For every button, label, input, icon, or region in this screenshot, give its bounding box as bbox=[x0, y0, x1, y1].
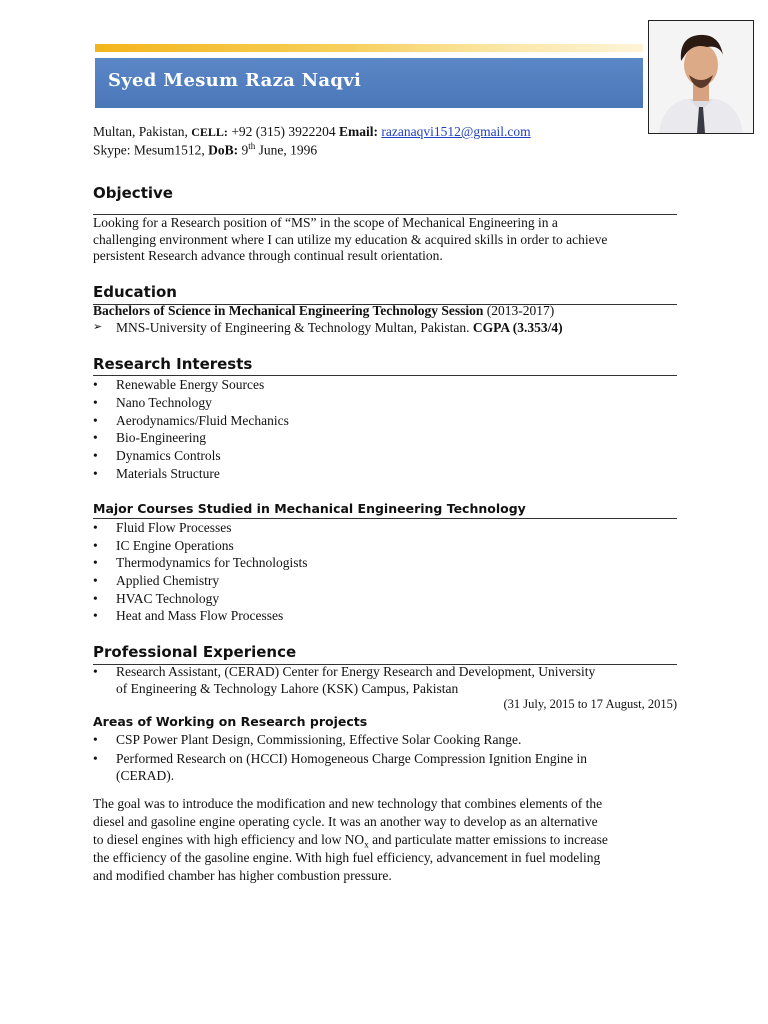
nox-subscript: x bbox=[364, 839, 369, 850]
skype-text: Skype: Mesum1512, bbox=[93, 142, 209, 158]
email-label: Email: bbox=[339, 124, 379, 139]
area-item: CSP Power Plant Design, Commissioning, Effective Solar Cooking Range. bbox=[116, 732, 522, 747]
education-bullet-icon: ➢ bbox=[93, 320, 103, 333]
bullet-icon: • bbox=[93, 608, 98, 623]
research-interest-item: Renewable Energy Sources bbox=[116, 377, 265, 392]
candidate-name: Syed Mesum Raza Naqvi bbox=[108, 70, 362, 91]
experience-heading: Professional Experience bbox=[93, 643, 297, 661]
research-interest-item: Aerodynamics/Fluid Mechanics bbox=[116, 413, 289, 428]
bullet-icon: • bbox=[93, 664, 98, 679]
bullet-icon: • bbox=[93, 538, 98, 553]
research-interests-heading: Research Interests bbox=[93, 355, 253, 373]
cgpa-text: CGPA (3.353/4) bbox=[472, 320, 563, 335]
bullet-icon: • bbox=[93, 573, 98, 588]
location-text: Multan, Pakistan, bbox=[93, 124, 192, 139]
cell-label: CELL: bbox=[191, 125, 228, 139]
bullet-icon: • bbox=[93, 732, 98, 747]
email-link[interactable]: razanaqvi1512@gmail.com bbox=[381, 124, 531, 139]
degree-line bbox=[93, 303, 554, 319]
cell-value: +92 (315) 3922204 bbox=[227, 124, 340, 139]
bullet-icon: • bbox=[93, 413, 98, 428]
bullet-icon: • bbox=[93, 466, 98, 481]
course-item: Heat and Mass Flow Processes bbox=[116, 608, 284, 623]
dob-day: 9 bbox=[238, 142, 249, 158]
header-gold-bar bbox=[95, 44, 643, 52]
research-interest-item: Bio-Engineering bbox=[116, 430, 206, 445]
bullet-icon: • bbox=[93, 520, 98, 535]
objective-heading: Objective bbox=[93, 184, 173, 202]
position-dates: (31 July, 2015 to 17 August, 2015) bbox=[503, 697, 677, 711]
goal-paragraph-line-2: diesel and gasoline engine operating cycle. It was an another way to develop as an alternative bbox=[93, 814, 598, 829]
course-item: Applied Chemistry bbox=[116, 573, 220, 588]
goal-paragraph-line-3 bbox=[93, 832, 608, 850]
research-interests-rule bbox=[93, 375, 677, 376]
profile-photo bbox=[648, 20, 754, 134]
courses-rule bbox=[93, 518, 677, 519]
areas-heading: Areas of Working on Research projects bbox=[93, 714, 368, 729]
goal-paragraph-line-1: The goal was to introduce the modification and new technology that combines elements of the bbox=[93, 796, 603, 811]
education-heading: Education bbox=[93, 283, 177, 301]
dob-superscript: th bbox=[248, 141, 256, 151]
contact-line-1 bbox=[93, 124, 531, 140]
course-item: Fluid Flow Processes bbox=[116, 520, 232, 535]
goal-paragraph-line-4: the efficiency of the gasoline engine. With high fuel efficiency, advancement in fuel modeling bbox=[93, 850, 601, 865]
bullet-icon: • bbox=[93, 751, 98, 766]
degree-title: Bachelors of Science in Mechanical Engineering Technology Session bbox=[93, 303, 484, 318]
goal-paragraph-line-3b: and particulate matter emissions to increase bbox=[368, 832, 608, 847]
course-item: HVAC Technology bbox=[116, 591, 220, 606]
goal-paragraph-line-3a: to diesel engines with high efficiency and low NO bbox=[93, 832, 365, 847]
bullet-icon: • bbox=[93, 377, 98, 392]
research-interest-item: Dynamics Controls bbox=[116, 448, 221, 463]
degree-session: (2013-2017) bbox=[483, 303, 555, 318]
courses-heading: Major Courses Studied in Mechanical Engineering Technology bbox=[93, 501, 526, 516]
bullet-icon: • bbox=[93, 395, 98, 410]
university-line bbox=[116, 320, 563, 336]
bullet-icon: • bbox=[93, 591, 98, 606]
contact-line-2 bbox=[93, 141, 317, 159]
area-item: Performed Research on (HCCI) Homogeneous Charge Compression Ignition Engine in bbox=[116, 751, 588, 766]
position-line-1: Research Assistant, (CERAD) Center for Energy Research and Development, University bbox=[116, 664, 596, 679]
objective-line-3: persistent Research advance through continual result orientation. bbox=[93, 248, 443, 263]
course-item: Thermodynamics for Technologists bbox=[116, 555, 308, 570]
bullet-icon: • bbox=[93, 448, 98, 463]
dob-rest: June, 1996 bbox=[255, 142, 318, 158]
goal-paragraph-line-5: and modified chamber has higher combustion pressure. bbox=[93, 868, 392, 883]
objective-line-2: challenging environment where I can utilize my education & acquired skills in order to achieve bbox=[93, 232, 608, 247]
dob-label: DoB: bbox=[208, 142, 239, 158]
research-interest-item: Nano Technology bbox=[116, 395, 212, 410]
research-interest-item: Materials Structure bbox=[116, 466, 220, 481]
bullet-icon: • bbox=[93, 430, 98, 445]
bullet-icon: • bbox=[93, 555, 98, 570]
area-item-continued: (CERAD). bbox=[116, 768, 175, 783]
university-text: MNS-University of Engineering & Technology Multan, Pakistan. bbox=[116, 320, 473, 335]
objective-line-1: Looking for a Research position of “MS” in the scope of Mechanical Engineering in a bbox=[93, 215, 558, 230]
position-line-2: of Engineering & Technology Lahore (KSK) Campus, Pakistan bbox=[116, 681, 459, 696]
course-item: IC Engine Operations bbox=[116, 538, 234, 553]
profile-photo-avatar-icon bbox=[649, 21, 753, 133]
